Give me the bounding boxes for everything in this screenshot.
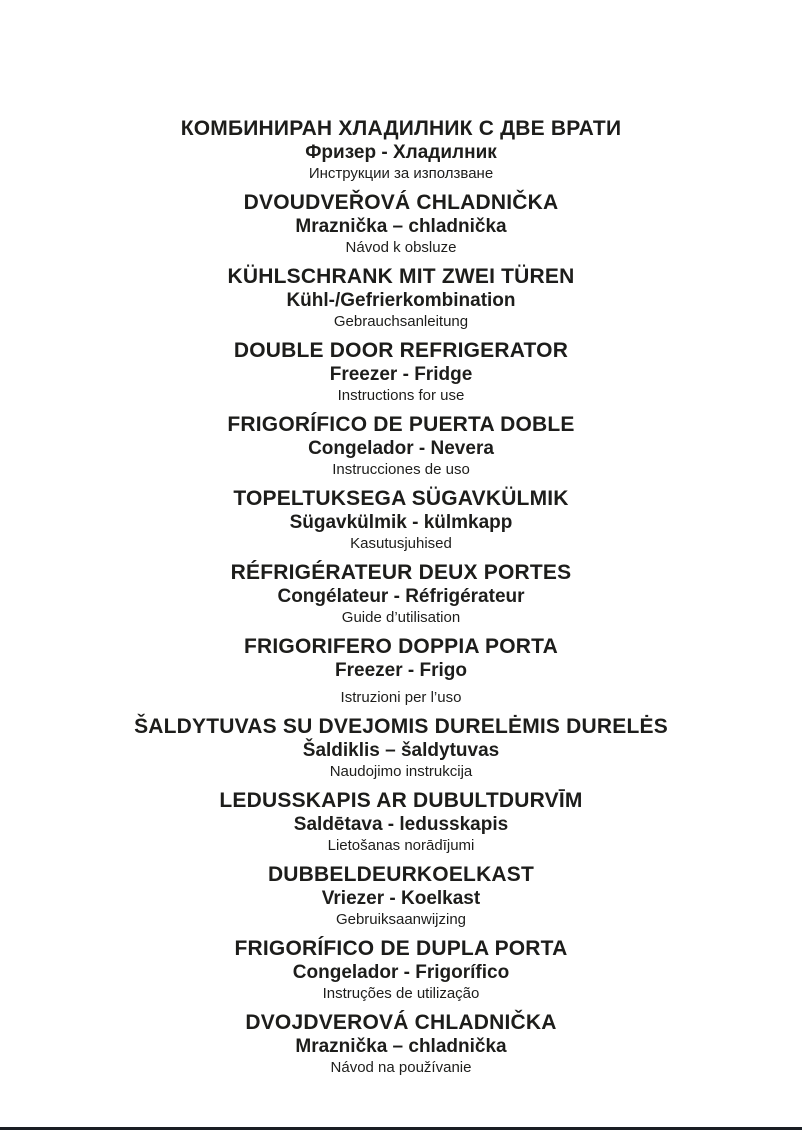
instructions-note: Инструкции за използване: [308, 165, 494, 182]
bottom-divider-rule: [0, 1127, 802, 1130]
product-subtitle: Congelador - Nevera: [308, 438, 494, 459]
instructions-note: Lietošanas norādījumi: [327, 837, 475, 854]
language-block-estonian: [0, 486, 802, 553]
instructions-note: Instructions for use: [337, 387, 465, 404]
instructions-note: Naudojimo instrukcija: [329, 763, 473, 780]
language-block-italian: [0, 634, 802, 707]
product-title: RÉFRIGÉRATEUR DEUX PORTES: [230, 561, 572, 584]
instructions-note: Návod k obsluze: [345, 239, 457, 256]
language-block-slovak: [0, 1010, 802, 1077]
language-blocks-list: [0, 116, 802, 1084]
product-subtitle: Sügavkülmik - külmkapp: [289, 512, 513, 533]
product-subtitle: Saldētava - ledusskapis: [293, 814, 509, 835]
product-title: DUBBELDEURKOELKAST: [267, 863, 535, 886]
product-title: DVOJDVEROVÁ CHLADNIČKA: [245, 1011, 557, 1034]
instructions-note: Návod na používanie: [330, 1059, 472, 1076]
product-title: DVOUDVEŘOVÁ CHLADNIČKA: [243, 191, 559, 214]
instructions-note: Guide d’utilisation: [341, 609, 461, 626]
instructions-note: Gebruiksaanwijzing: [335, 911, 467, 928]
product-title: КОМБИНИРАН ХЛАДИЛНИК С ДВЕ ВРАТИ: [180, 117, 622, 140]
language-block-spanish: [0, 412, 802, 479]
language-block-french: [0, 560, 802, 627]
product-subtitle: Mraznička – chladnička: [295, 1036, 507, 1057]
instructions-note: Instrucciones de uso: [332, 461, 470, 478]
product-title: FRIGORIFERO DOPPIA PORTA: [244, 635, 558, 658]
product-title: LEDUSSKAPIS AR DUBULTDURVĪM: [219, 789, 583, 812]
product-subtitle: Freezer - Frigo: [335, 660, 467, 681]
product-subtitle: Mraznička – chladnička: [295, 216, 507, 237]
language-block-german: [0, 264, 802, 331]
product-title: KÜHLSCHRANK MIT ZWEI TÜREN: [227, 265, 575, 288]
language-block-english: [0, 338, 802, 405]
language-block-bulgarian: [0, 116, 802, 183]
product-title: ŠALDYTUVAS SU DVEJOMIS DURELĖMIS DURELĖS: [134, 715, 668, 738]
product-subtitle: Congélateur - Réfrigérateur: [277, 586, 525, 607]
language-block-lithuanian: [0, 714, 802, 781]
instructions-note: Kasutusjuhised: [350, 535, 452, 552]
product-subtitle: Freezer - Fridge: [329, 364, 473, 385]
product-title: DOUBLE DOOR REFRIGERATOR: [233, 339, 569, 362]
instructions-note: Instruções de utilização: [322, 985, 480, 1002]
language-block-dutch: [0, 862, 802, 929]
product-subtitle: Šaldiklis – šaldytuvas: [302, 740, 500, 761]
language-block-czech: [0, 190, 802, 257]
language-block-latvian: [0, 788, 802, 855]
product-title: FRIGORÍFICO DE DUPLA PORTA: [234, 937, 568, 960]
instructions-note: Gebrauchsanleitung: [333, 313, 469, 330]
instructions-note: Istruzioni per l’uso: [340, 689, 462, 706]
product-subtitle: Vriezer - Koelkast: [321, 888, 481, 909]
product-title: FRIGORÍFICO DE PUERTA DOBLE: [227, 413, 575, 436]
language-block-portuguese: [0, 936, 802, 1003]
product-title: TOPELTUKSEGA SÜGAVKÜLMIK: [233, 487, 569, 510]
product-subtitle: Congelador - Frigorífico: [292, 962, 510, 983]
product-subtitle: Фризер - Хладилник: [305, 142, 497, 163]
product-subtitle: Kühl-/Gefrierkombination: [286, 290, 516, 311]
